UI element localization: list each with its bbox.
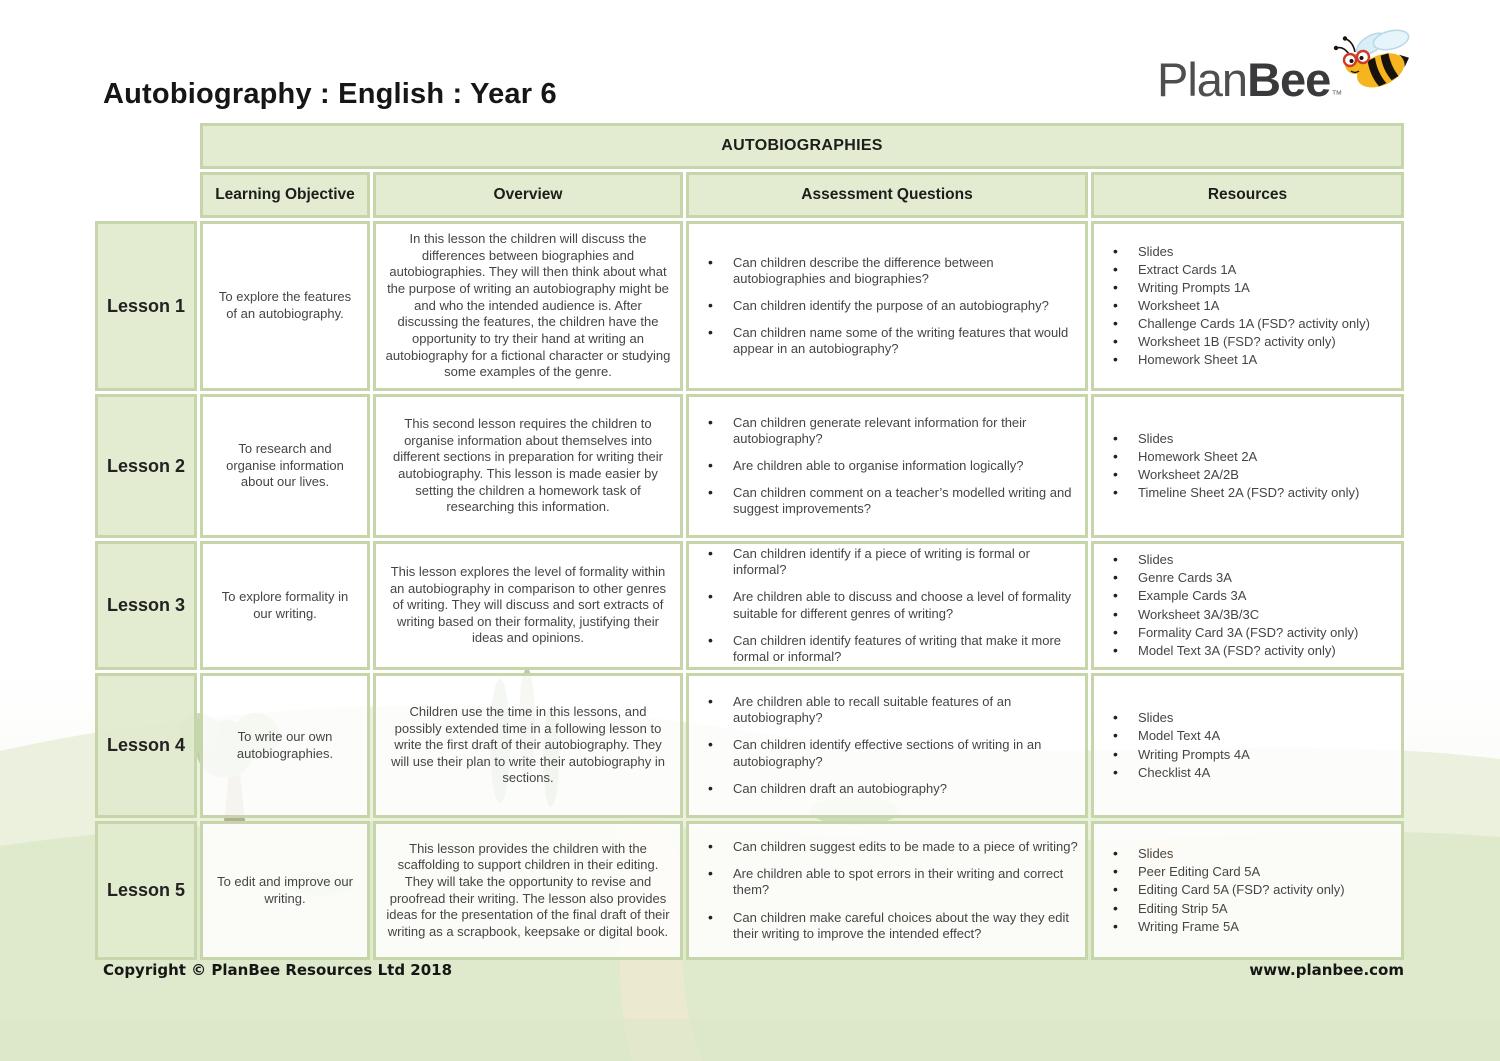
list-item: • Homework Sheet 1A <box>1100 352 1395 368</box>
assessment-questions-list <box>695 839 1079 942</box>
lesson-3-assessment-cell <box>686 541 1088 670</box>
planbee-logo <box>1157 53 1457 136</box>
resources-list <box>1100 846 1395 935</box>
list-item: • Example Cards 3A <box>1100 588 1395 604</box>
copyright-text: Copyright © PlanBee Resources Ltd 2018 <box>103 961 453 979</box>
lesson-4-assessment-cell <box>686 673 1088 818</box>
lesson-1-label: Lesson 1 <box>95 221 197 391</box>
list-item: • Can children name some of the writing features that would appear in an autobiography? <box>695 325 1079 357</box>
lesson-5-objective: To edit and improve our writing. <box>200 821 370 960</box>
lesson-5-label: Lesson 5 <box>95 821 197 960</box>
list-item: • Can children identify if a piece of writing is formal or informal? <box>695 546 1079 578</box>
list-item: • Homework Sheet 2A <box>1100 449 1395 465</box>
lesson-2-objective: To research and organise information about our lives. <box>200 394 370 538</box>
list-item: • Slides <box>1100 244 1395 260</box>
list-item: • Checklist 4A <box>1100 765 1395 781</box>
resources-list <box>1100 431 1395 501</box>
list-item: • Are children able to spot errors in their writing and correct them? <box>695 866 1079 898</box>
column-header-overview: Overview <box>373 172 683 218</box>
lesson-4-overview: Children use the time in this lessons, and possibly extended time in a following lesson to write the first draft of their autobiography. They will use their plan to write their autobiography in sections. <box>373 673 683 818</box>
trademark-symbol: ™ <box>1331 89 1342 101</box>
lesson-2-resources-cell <box>1091 394 1404 538</box>
list-item: • Writing Frame 5A <box>1100 919 1395 935</box>
website-link[interactable]: www.planbee.com <box>1249 961 1404 979</box>
resources-list <box>1100 710 1395 780</box>
bee-icon <box>1325 24 1421 100</box>
list-item: • Slides <box>1100 431 1395 447</box>
list-item: • Can children comment on a teacher’s modelled writing and suggest improvements? <box>695 485 1079 517</box>
list-item: • Can children generate relevant information for their autobiography? <box>695 415 1079 447</box>
list-item: • Peer Editing Card 5A <box>1100 864 1395 880</box>
lesson-3-resources-cell <box>1091 541 1404 670</box>
list-item: • Model Text 4A <box>1100 728 1395 744</box>
logo-plan-text: Plan <box>1157 53 1248 106</box>
list-item: • Can children identify the purpose of an autobiography? <box>695 298 1079 314</box>
list-item: • Worksheet 2A/2B <box>1100 467 1395 483</box>
column-header-assessment-questions: Assessment Questions <box>686 172 1088 218</box>
lesson-1-objective: To explore the features of an autobiography. <box>200 221 370 391</box>
lesson-3-objective: To explore formality in our writing. <box>200 541 370 670</box>
column-header-resources: Resources <box>1091 172 1404 218</box>
list-item: • Can children suggest edits to be made to a piece of writing? <box>695 839 1079 855</box>
list-item: • Genre Cards 3A <box>1100 570 1395 586</box>
list-item: • Slides <box>1100 846 1395 862</box>
lesson-5-resources-cell <box>1091 821 1404 960</box>
column-header-learning-objective: Learning Objective <box>200 172 370 218</box>
list-item: • Extract Cards 1A <box>1100 262 1395 278</box>
lesson-2-label: Lesson 2 <box>95 394 197 538</box>
logo-bee-text: Bee <box>1247 53 1331 106</box>
assessment-questions-list <box>695 546 1079 665</box>
resources-list <box>1100 244 1395 369</box>
list-item: • Can children make careful choices about the way they edit their writing to improve the intended effect? <box>695 910 1079 942</box>
lesson-5-overview: This lesson provides the children with the scaffolding to support children in their editing. They will take the opportunity to revise and proofread their writing. The lesson also provides ideas for the presentation of the final draft of their writing as a scrapbook, keepsake or digital book. <box>373 821 683 960</box>
lesson-5-assessment-cell <box>686 821 1088 960</box>
list-item: • Timeline Sheet 2A (FSD? activity only) <box>1100 485 1395 501</box>
resources-list <box>1100 552 1395 659</box>
lesson-1-assessment-cell <box>686 221 1088 391</box>
list-item: • Editing Card 5A (FSD? activity only) <box>1100 882 1395 898</box>
page-footer <box>95 961 1404 979</box>
list-item: • Writing Prompts 4A <box>1100 747 1395 763</box>
page-title: Autobiography : English : Year 6 <box>103 78 557 110</box>
list-item: • Are children able to discuss and choose a level of formality suitable for different genres of writing? <box>695 589 1079 621</box>
lesson-4-label: Lesson 4 <box>95 673 197 818</box>
lesson-1-resources-cell <box>1091 221 1404 391</box>
lesson-1-overview: In this lesson the children will discuss the differences between biographies and autobiographies. They will then think about what the purpose of writing an autobiography might be and who the intended audience is. After discussing the features, the children have the opportunity to try their hand at writing an autobiography for a fictional character or studying some examples of the genre. <box>373 221 683 391</box>
list-item: • Slides <box>1100 710 1395 726</box>
list-item: • Worksheet 3A/3B/3C <box>1100 607 1395 623</box>
list-item: • Are children able to recall suitable features of an autobiography? <box>695 694 1079 726</box>
list-item: • Model Text 3A (FSD? activity only) <box>1100 643 1395 659</box>
lesson-2-assessment-cell <box>686 394 1088 538</box>
list-item: • Challenge Cards 1A (FSD? activity only) <box>1100 316 1395 332</box>
lesson-plan-table <box>95 123 1404 960</box>
assessment-questions-list <box>695 694 1079 797</box>
list-item: • Writing Prompts 1A <box>1100 280 1395 296</box>
lesson-3-label: Lesson 3 <box>95 541 197 670</box>
lesson-2-overview: This second lesson requires the children to organise information about themselves into different sections in preparation for writing their autobiography. This lesson is made easier by setting the children a homework task of researching this information. <box>373 394 683 538</box>
lesson-4-objective: To write our own autobiographies. <box>200 673 370 818</box>
list-item: • Worksheet 1A <box>1100 298 1395 314</box>
lesson-3-overview: This lesson explores the level of formality within an autobiography in comparison to other genres of writing. They will discuss and sort extracts of writing based on their formality, justifying their ideas and opinions. <box>373 541 683 670</box>
list-item: • Are children able to organise information logically? <box>695 458 1079 474</box>
list-item: • Slides <box>1100 552 1395 568</box>
list-item: • Can children identify features of writing that make it more formal or informal? <box>695 633 1079 665</box>
list-item: • Can children identify effective sections of writing in an autobiography? <box>695 737 1079 769</box>
list-item: • Worksheet 1B (FSD? activity only) <box>1100 334 1395 350</box>
lesson-4-resources-cell <box>1091 673 1404 818</box>
assessment-questions-list <box>695 415 1079 518</box>
list-item: • Can children draft an autobiography? <box>695 781 1079 797</box>
assessment-questions-list <box>695 255 1079 358</box>
table-banner: AUTOBIOGRAPHIES <box>200 123 1404 169</box>
list-item: • Editing Strip 5A <box>1100 901 1395 917</box>
list-item: • Can children describe the difference between autobiographies and biographies? <box>695 255 1079 287</box>
list-item: • Formality Card 3A (FSD? activity only) <box>1100 625 1395 641</box>
